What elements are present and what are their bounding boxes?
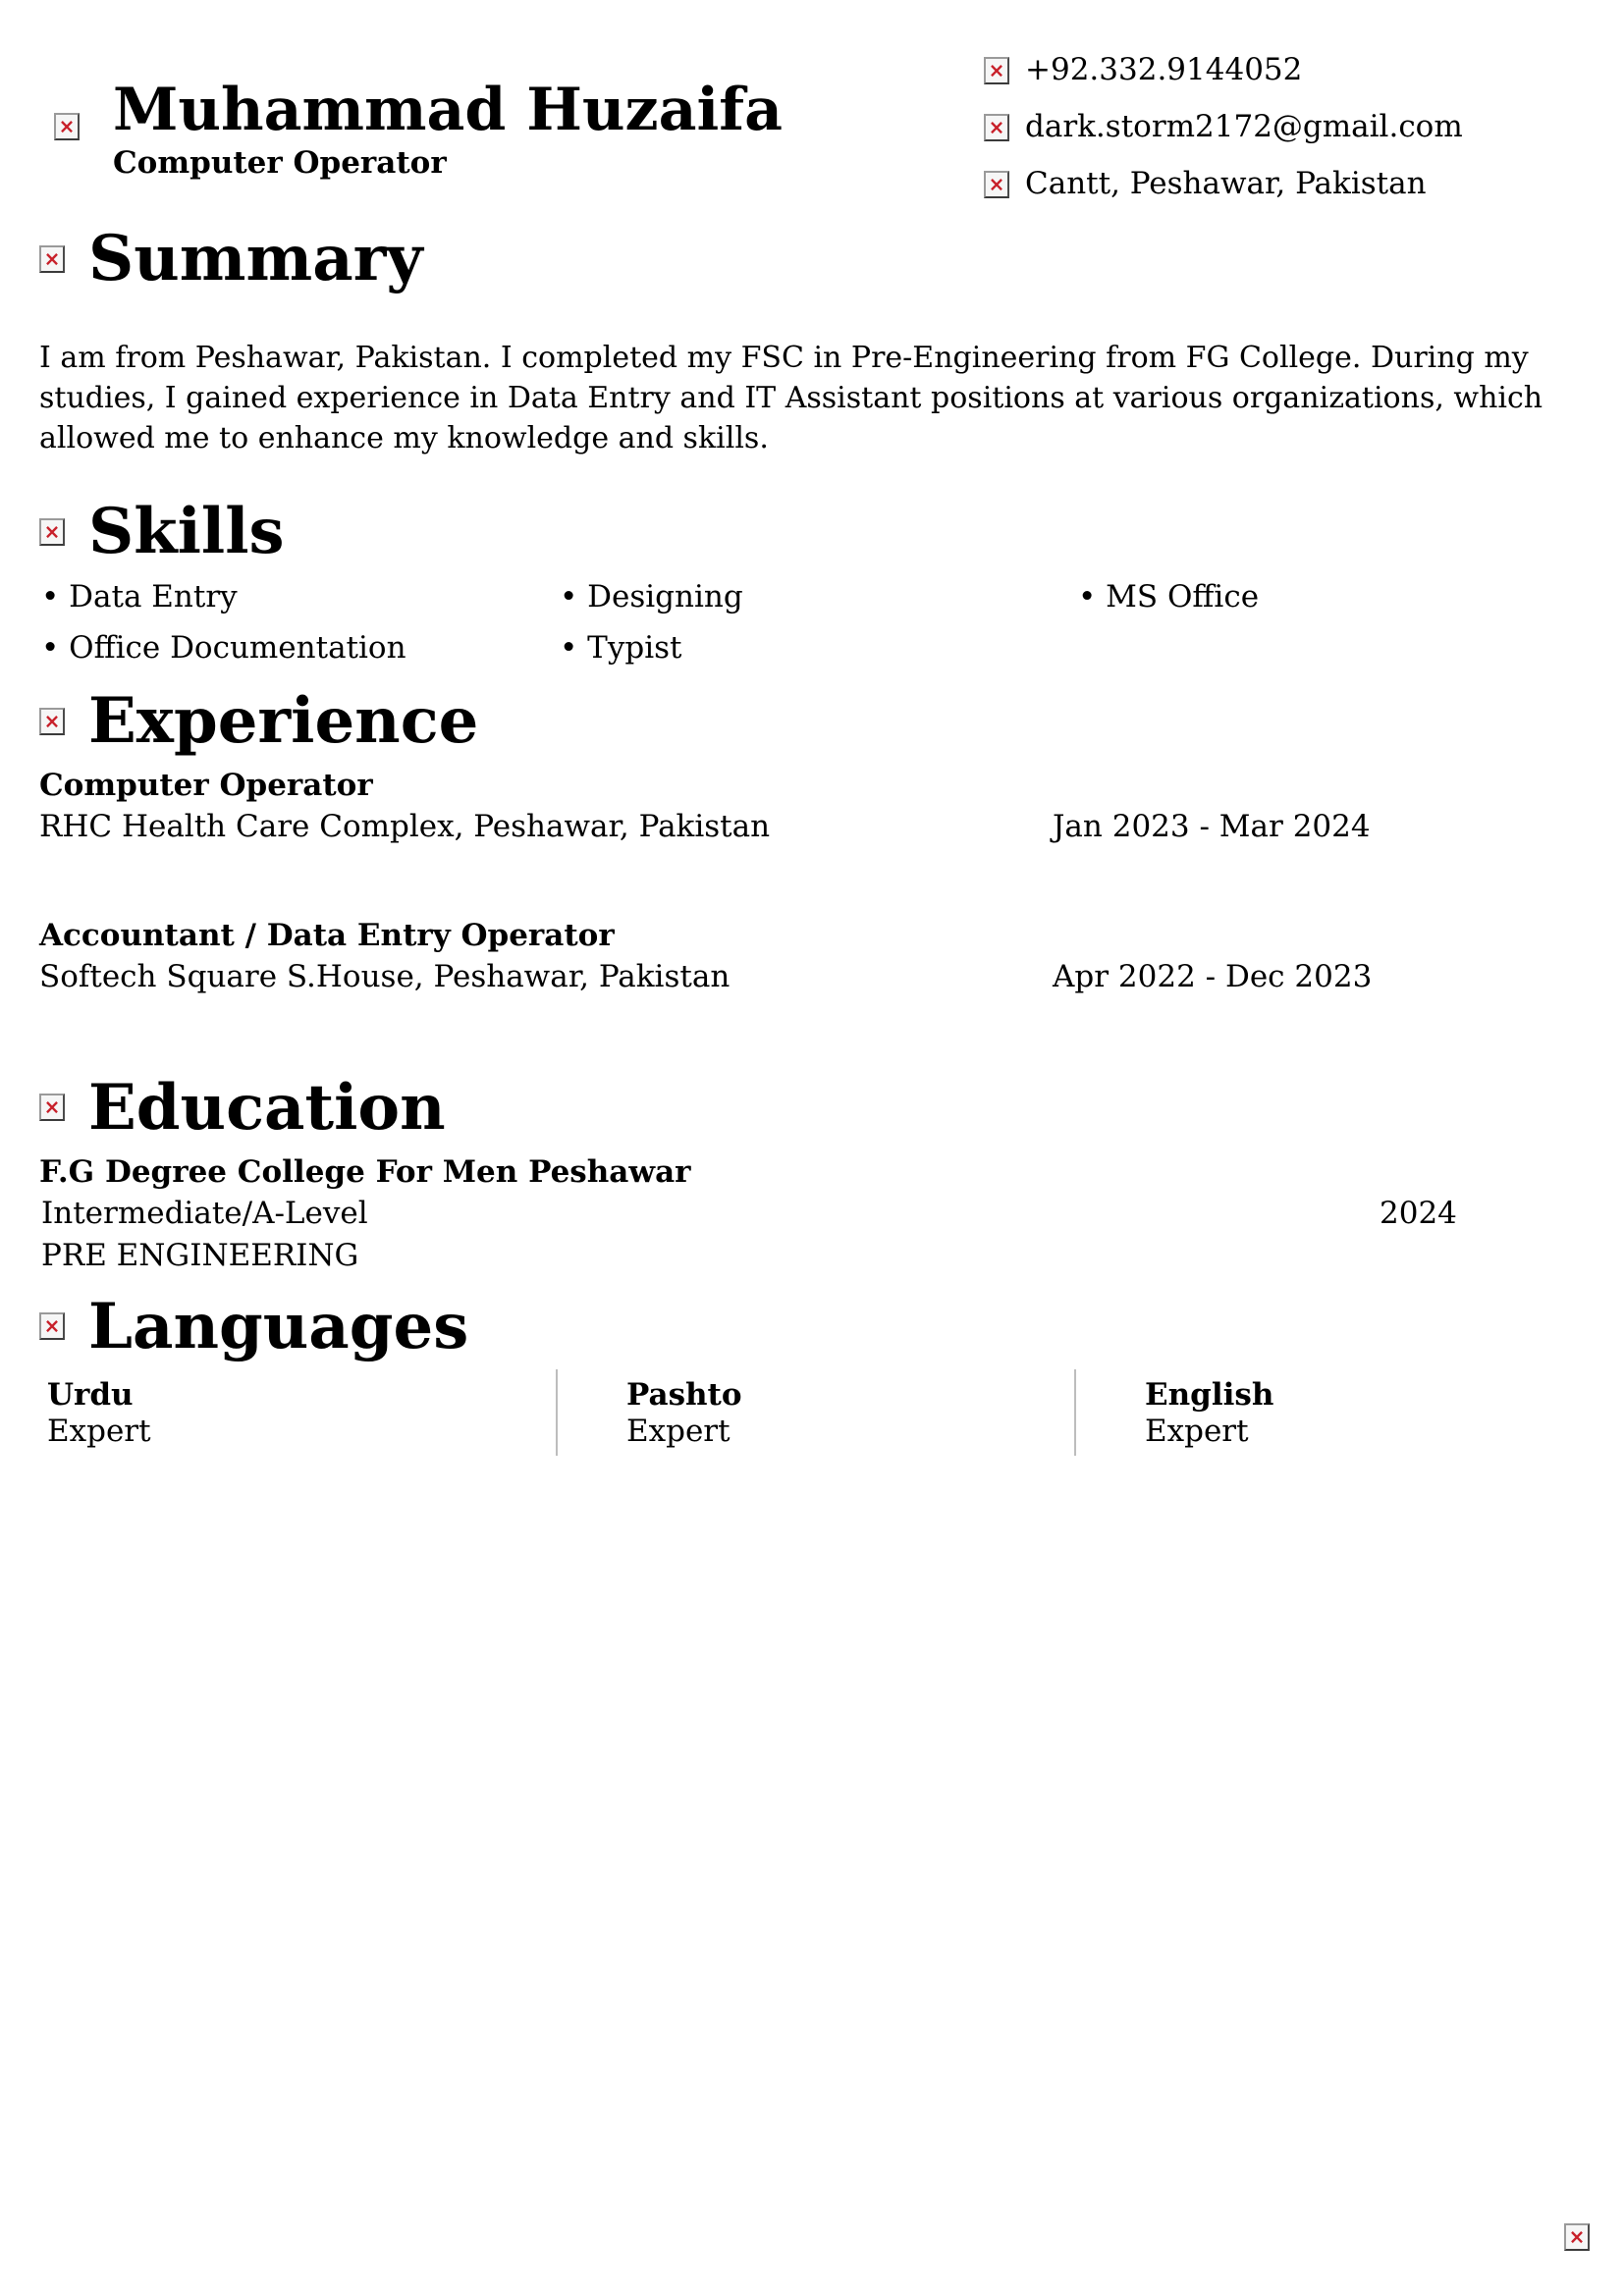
skill-label: Typist — [587, 630, 682, 666]
language-name: Pashto — [626, 1377, 742, 1413]
contact-location: Cantt, Peshawar, Pakistan — [1025, 166, 1427, 201]
candidate-name: Muhammad Huzaifa — [113, 76, 783, 144]
contact-email[interactable]: dark.storm2172@gmail.com — [1025, 109, 1463, 144]
school-name: F.G Degree College For Men Peshawar — [39, 1154, 691, 1190]
skills-heading: Skills — [88, 495, 285, 568]
column-divider — [1074, 1369, 1076, 1456]
bullet: • — [560, 579, 578, 614]
job-dates: Apr 2022 - Dec 2023 — [1053, 959, 1373, 994]
contact-phone[interactable]: +92.332.9144052 — [1025, 52, 1303, 87]
skill-item — [41, 579, 238, 614]
skill-item — [41, 630, 406, 666]
candidate-title: Computer Operator — [113, 145, 447, 181]
location-icon — [984, 171, 1009, 198]
job-company: Softech Square S.House, Peshawar, Pakistan — [39, 959, 731, 994]
job-title: Accountant / Data Entry Operator — [39, 918, 615, 953]
language-level: Expert — [626, 1414, 731, 1449]
bullet: • — [1078, 579, 1097, 614]
skill-label: Data Entry — [69, 579, 238, 614]
column-divider — [556, 1369, 558, 1456]
languages-section-icon — [39, 1312, 65, 1340]
bullet: • — [41, 579, 60, 614]
skill-item — [560, 579, 743, 614]
skill-item — [560, 630, 682, 666]
skill-label: Office Documentation — [69, 630, 406, 666]
language-level: Expert — [47, 1414, 151, 1449]
language-name: Urdu — [47, 1377, 134, 1413]
education-section-icon — [39, 1094, 65, 1121]
language-name: English — [1145, 1377, 1274, 1413]
job-company: RHC Health Care Complex, Peshawar, Pakistan — [39, 809, 771, 844]
profile-photo-icon — [54, 113, 80, 140]
footer-logo-icon — [1564, 2223, 1590, 2251]
summary-text: I am from Peshawar, Pakistan. I completed my FSC in Pre-Engineering from FG College. During my studies, I gained experience in Data Entry and IT Assistant positions at various organizations, which allowed me to enhance my knowledge and skills. — [39, 341, 1543, 455]
experience-heading: Experience — [88, 684, 479, 758]
field-of-study: PRE ENGINEERING — [41, 1238, 359, 1273]
skill-label: MS Office — [1106, 579, 1260, 614]
languages-heading: Languages — [88, 1290, 469, 1363]
skills-section-icon — [39, 518, 65, 546]
bullet: • — [41, 630, 60, 666]
email-icon — [984, 114, 1009, 141]
bullet: • — [560, 630, 578, 666]
skill-label: Designing — [587, 579, 743, 614]
graduation-year: 2024 — [1380, 1196, 1457, 1231]
degree: Intermediate/A-Level — [41, 1196, 368, 1231]
language-level: Expert — [1145, 1414, 1249, 1449]
education-heading: Education — [88, 1071, 446, 1145]
phone-icon — [984, 57, 1009, 84]
summary-section-icon — [39, 245, 65, 273]
summary-heading: Summary — [88, 222, 423, 295]
job-title: Computer Operator — [39, 768, 373, 803]
experience-section-icon — [39, 708, 65, 735]
skill-item — [1078, 579, 1260, 614]
job-dates: Jan 2023 - Mar 2024 — [1053, 809, 1371, 844]
